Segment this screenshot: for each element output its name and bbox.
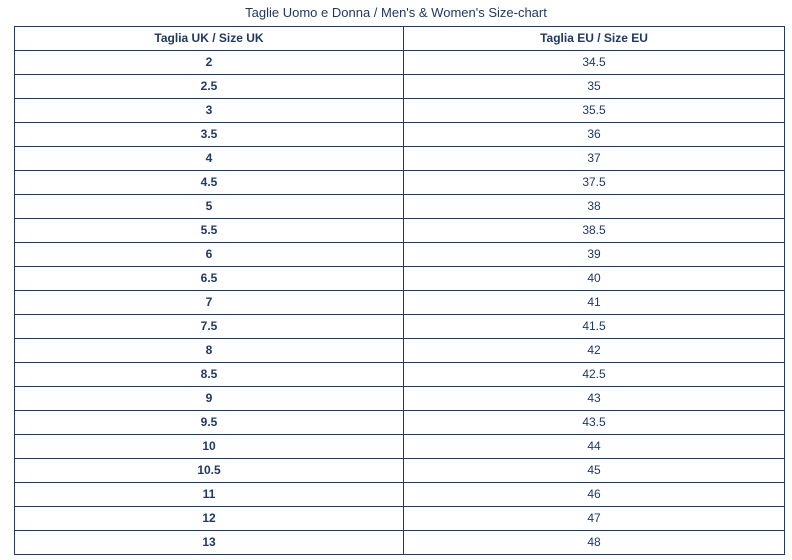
uk-size-cell: 4 — [15, 147, 404, 171]
uk-size-cell: 9 — [15, 387, 404, 411]
eu-size-cell: 42.5 — [404, 363, 785, 387]
eu-size-cell: 36 — [404, 123, 785, 147]
eu-size-cell: 40 — [404, 267, 785, 291]
table-row — [15, 243, 785, 267]
table-row — [15, 171, 785, 195]
eu-size-cell: 41 — [404, 291, 785, 315]
uk-size-cell: 7.5 — [15, 315, 404, 339]
table-header-row — [15, 27, 785, 51]
table-row — [15, 315, 785, 339]
eu-size-cell: 37.5 — [404, 171, 785, 195]
uk-size-cell: 3.5 — [15, 123, 404, 147]
table-row — [15, 411, 785, 435]
eu-size-cell: 37 — [404, 147, 785, 171]
table-row — [15, 435, 785, 459]
page-title: Taglie Uomo e Donna / Men's & Women's Size-chart — [245, 5, 547, 20]
table-row — [15, 219, 785, 243]
uk-size-cell: 5 — [15, 195, 404, 219]
table-row — [15, 531, 785, 555]
uk-size-cell: 9.5 — [15, 411, 404, 435]
uk-size-cell: 2 — [15, 51, 404, 75]
eu-size-cell: 38.5 — [404, 219, 785, 243]
eu-size-cell: 39 — [404, 243, 785, 267]
table-row — [15, 147, 785, 171]
eu-size-cell: 44 — [404, 435, 785, 459]
uk-size-cell: 5.5 — [15, 219, 404, 243]
eu-size-cell: 34.5 — [404, 51, 785, 75]
eu-size-cell: 48 — [404, 531, 785, 555]
uk-size-cell: 10.5 — [15, 459, 404, 483]
eu-size-cell: 38 — [404, 195, 785, 219]
eu-size-cell: 35.5 — [404, 99, 785, 123]
uk-size-cell: 8 — [15, 339, 404, 363]
table-row — [15, 51, 785, 75]
eu-size-cell: 41.5 — [404, 315, 785, 339]
eu-size-cell: 42 — [404, 339, 785, 363]
column-header-uk: Taglia UK / Size UK — [15, 27, 404, 51]
column-header-eu: Taglia EU / Size EU — [404, 27, 785, 51]
table-row — [15, 291, 785, 315]
eu-size-cell: 46 — [404, 483, 785, 507]
eu-size-cell: 43.5 — [404, 411, 785, 435]
uk-size-cell: 2.5 — [15, 75, 404, 99]
uk-size-cell: 8.5 — [15, 363, 404, 387]
table-row — [15, 387, 785, 411]
table-row — [15, 123, 785, 147]
uk-size-cell: 7 — [15, 291, 404, 315]
table-body — [15, 51, 785, 555]
uk-size-cell: 10 — [15, 435, 404, 459]
uk-size-cell: 13 — [15, 531, 404, 555]
size-chart-table — [14, 26, 785, 555]
table-row — [15, 195, 785, 219]
uk-size-cell: 3 — [15, 99, 404, 123]
table-row — [15, 99, 785, 123]
uk-size-cell: 4.5 — [15, 171, 404, 195]
table-row — [15, 459, 785, 483]
table-row — [15, 507, 785, 531]
eu-size-cell: 45 — [404, 459, 785, 483]
eu-size-cell: 43 — [404, 387, 785, 411]
table-row — [15, 339, 785, 363]
eu-size-cell: 47 — [404, 507, 785, 531]
uk-size-cell: 6 — [15, 243, 404, 267]
uk-size-cell: 6.5 — [15, 267, 404, 291]
table-row — [15, 267, 785, 291]
table-row — [15, 483, 785, 507]
eu-size-cell: 35 — [404, 75, 785, 99]
table-row — [15, 363, 785, 387]
table-row — [15, 75, 785, 99]
uk-size-cell: 11 — [15, 483, 404, 507]
uk-size-cell: 12 — [15, 507, 404, 531]
